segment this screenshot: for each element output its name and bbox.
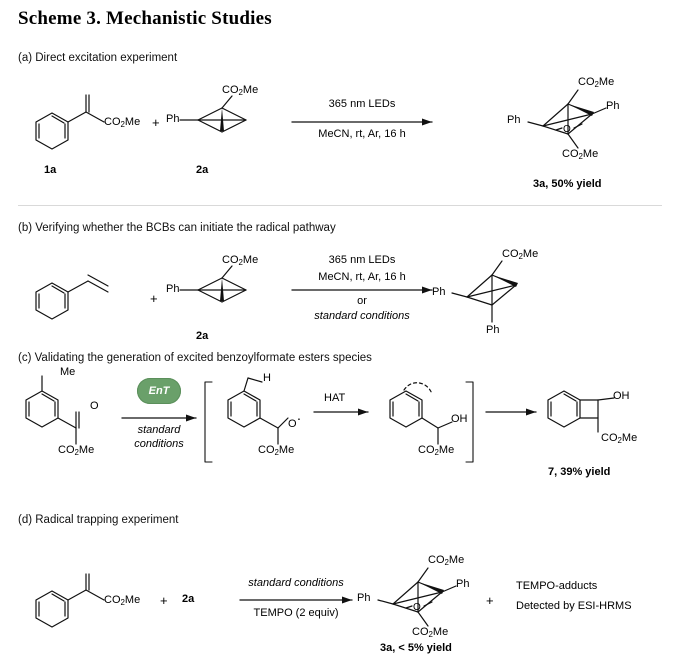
panel-b-partner-ph: Ph [166,283,180,295]
ent-badge: EnT [137,378,181,404]
panel-a-product-label: 3a, 50% yield [533,178,602,190]
panel-c-start-me: Me [60,366,76,378]
panel-d-substrate-ester: $CO_2Me$ [104,594,141,607]
panel-d-product-ph-left: Ph [357,592,371,604]
panel-c-int2-oh: OH [451,413,468,425]
panel-d-plus-2: + [486,593,494,608]
panel-c-product-label: 7, 39% yield [548,466,611,478]
divider-a-b [18,205,662,206]
panel-c-conditions-line1: standard [137,424,181,436]
panel-a-product-oxygen: O [563,124,571,135]
panel-a-conditions-top: 365 nm LEDs [328,98,396,110]
panel-c-int1-ester: $CO_2Me$ [258,444,295,457]
page-title: Scheme 3. Mechanistic Studies [18,8,272,29]
panel-c-int2-ester: $CO_2Me$ [418,444,455,457]
section-label-a: (a) Direct excitation experiment [18,52,178,64]
panel-c-int1-h: H [263,372,271,384]
panel-c-conditions-line2: conditions [134,438,184,450]
panel-b-conditions-line4: standard conditions [314,310,410,322]
panel-a-product-ph-left: Ph [507,114,521,126]
panel-b-conditions-line2: MeCN, rt, Ar, 16 h [318,271,406,283]
panel-a-conditions-bottom: MeCN, rt, Ar, 16 h [318,128,406,140]
panel-d-product-ester-top: $CO_2Me$ [428,554,465,567]
panel-d-note-line1: TEMPO-adducts [516,580,598,592]
panel-a-partner-ester: $CO_2Me$ [222,84,259,97]
panel-d-product-oxygen: O [413,602,421,613]
panel-b-product-ph-bottom: Ph [486,324,500,336]
panel-b-plus: + [150,291,158,306]
panel-a-partner-ph: Ph [166,113,180,125]
panel-d-conditions-bottom: TEMPO (2 equiv) [253,607,339,619]
panel-d-product-ester-bottom: $CO_2Me$ [412,626,449,639]
panel-c-start-ester: $CO_2Me$ [58,444,95,457]
panel-d-conditions-top: standard conditions [248,577,344,589]
panel-b-conditions-line1: 365 nm LEDs [328,254,396,266]
section-label-c: (c) Validating the generation of excited benzoylformate esters species [18,352,372,364]
panel-d-reagent-label: 2a [182,593,195,605]
panel-b-conditions-line3: or [357,295,367,307]
panel-a-partner-label: 2a [196,164,209,176]
panel-a-substrate-label: 1a [44,164,57,176]
panel-a-plus: + [152,115,160,130]
panel-a-product-ester-bottom: $CO_2Me$ [562,148,599,161]
panel-a-product-ph-right: Ph [606,100,620,112]
panel-d-product-label: 3a, < 5% yield [380,642,452,654]
panel-b-partner-label: 2a [196,330,209,342]
panel-d-note-line2: Detected by ESI-HRMS [516,600,632,612]
panel-a-product-ester-top: $CO_2Me$ [578,76,615,89]
panel-d-product-ph-right: Ph [456,578,470,590]
panel-b-product-ester: $CO_2Me$ [502,248,539,261]
section-label-d: (d) Radical trapping experiment [18,514,179,526]
panel-c-product-ester: $CO_2Me$ [601,432,638,445]
panel-b-product-ph-left: Ph [432,286,446,298]
panel-b-partner-ester: $CO_2Me$ [222,254,259,267]
panel-a-substrate-ester: $CO_2Me$ [104,116,141,129]
panel-c-hat-label: HAT [324,392,346,404]
panel-d-plus-1: + [160,593,168,608]
panel-c-int1-oxygen-radical: O· [288,410,302,430]
panel-c-start-oxygen: O [90,400,99,412]
panel-c-product-oh: OH [613,390,630,402]
section-label-b: (b) Verifying whether the BCBs can initiate the radical pathway [18,222,336,234]
